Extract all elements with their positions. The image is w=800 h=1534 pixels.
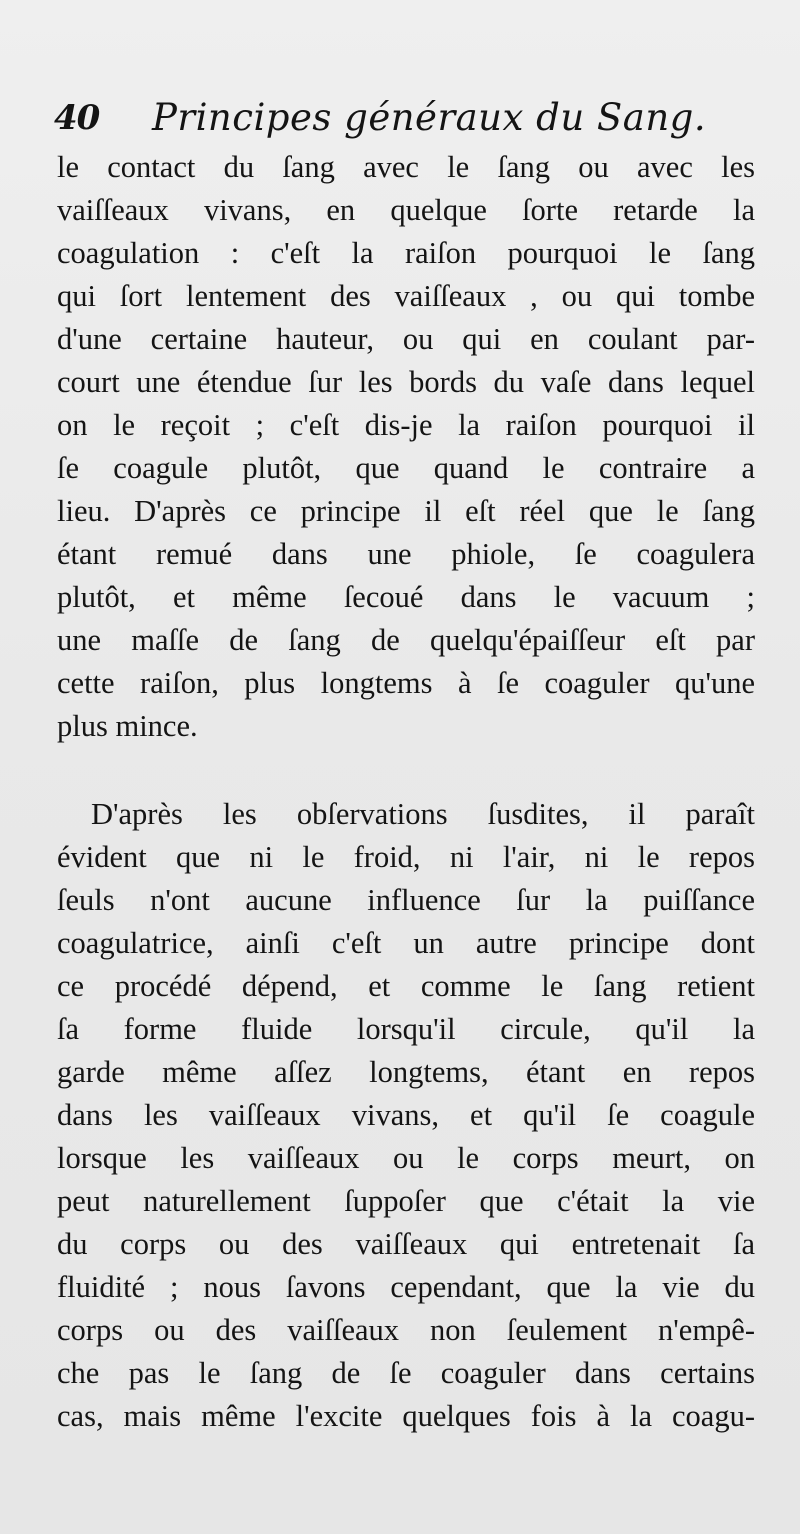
- text-line: plus mince.: [57, 709, 198, 743]
- text-line: on le reçoit ; c'eſt dis-je la raiſon pourquoi il: [57, 408, 755, 442]
- text-line: D'après les obſervations ſusdites, il paraît: [91, 797, 755, 831]
- text-line: garde même aſſez longtems, étant en repos: [57, 1055, 755, 1089]
- text-line: coagulation : c'eſt la raiſon pourquoi le ſang: [57, 236, 755, 270]
- text-line: lieu. D'après ce principe il eſt réel que le ſang: [57, 494, 755, 528]
- text-line: cas, mais même l'excite quelques fois à la coagu-: [57, 1399, 755, 1433]
- text-line: che pas le ſang de ſe coaguler dans certains: [57, 1356, 755, 1390]
- page-number: 40: [54, 98, 100, 138]
- text-line: une maſſe de ſang de quelqu'épaiſſeur eſt par: [57, 623, 755, 657]
- text-line: dans les vaiſſeaux vivans, et qu'il ſe coagule: [57, 1098, 755, 1132]
- text-line: ſeuls n'ont aucune influence ſur la puiſſance: [57, 883, 755, 917]
- text-line: ce procédé dépend, et comme le ſang retient: [57, 969, 755, 1003]
- running-title: Principes généraux du Sang.: [152, 96, 707, 139]
- paragraph-2: [57, 793, 755, 1438]
- text-line: d'une certaine hauteur, ou qui en coulant par-: [57, 322, 755, 356]
- text-line: vaiſſeaux vivans, en quelque ſorte retarde la: [57, 193, 755, 227]
- text-line: court une étendue ſur les bords du vaſe dans lequel: [57, 365, 755, 399]
- text-line: peut naturellement ſuppoſer que c'était la vie: [57, 1184, 755, 1218]
- text-line: plutôt, et même ſecoué dans le vacuum ;: [57, 580, 755, 614]
- text-line: qui ſort lentement des vaiſſeaux , ou qui tombe: [57, 279, 755, 313]
- page-header: [54, 96, 754, 146]
- text-line: lorsque les vaiſſeaux ou le corps meurt, on: [57, 1141, 755, 1175]
- paragraph-1: [57, 146, 755, 748]
- text-line: du corps ou des vaiſſeaux qui entretenait ſa: [57, 1227, 755, 1261]
- text-line: le contact du ſang avec le ſang ou avec les: [57, 150, 755, 184]
- text-line: fluidité ; nous ſavons cependant, que la vie du: [57, 1270, 755, 1304]
- text-line: cette raiſon, plus longtems à ſe coaguler qu'une: [57, 666, 755, 700]
- text-line: coagulatrice, ainſi c'eſt un autre principe dont: [57, 926, 755, 960]
- text-line: évident que ni le froid, ni l'air, ni le repos: [57, 840, 755, 874]
- text-line: ſe coagule plutôt, que quand le contraire a: [57, 451, 755, 485]
- text-line: corps ou des vaiſſeaux non ſeulement n'empê-: [57, 1313, 755, 1347]
- text-line: étant remué dans une phiole, ſe coagulera: [57, 537, 755, 571]
- text-line: ſa forme fluide lorsqu'il circule, qu'il la: [57, 1012, 755, 1046]
